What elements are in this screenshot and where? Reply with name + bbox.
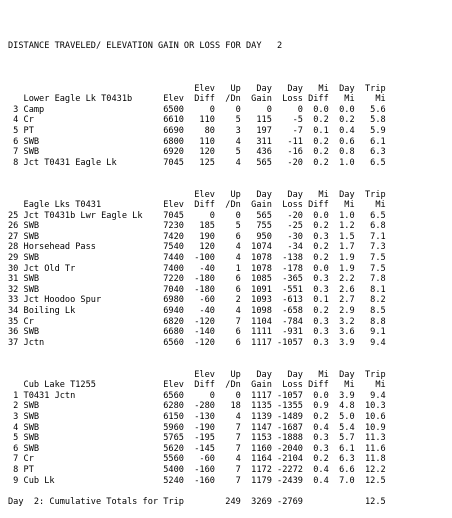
table-row: 2 SWB 6280 -280 18 1135 -1355 0.9 4.8 10.3 bbox=[8, 401, 386, 412]
column-header-top: Elev Up Day Day Mi Day Trip bbox=[8, 83, 386, 94]
table-row: 30 Jct Old Tr 7400 -40 1 1078 -178 0.0 1.9 7.5 bbox=[8, 263, 386, 274]
table-row: 4 SWB 5960 -190 7 1147 -1687 0.4 5.4 10.9 bbox=[8, 422, 386, 433]
table-row: 7 SWB 6920 120 5 436 -16 0.2 0.8 6.3 bbox=[8, 147, 386, 158]
blank-line bbox=[8, 179, 452, 190]
table-row: 3 Camp 6500 0 0 0 0 0.0 0.0 5.6 bbox=[8, 104, 386, 115]
section-header: Cub Lake T1255 Elev Diff /Dn Gain Loss Diff Mi Mi bbox=[8, 380, 386, 391]
table-row: 37 Jctn 6560 -120 6 1117 -1057 0.3 3.9 9.4 bbox=[8, 337, 386, 348]
table-row: 25 Jct T0431b Lwr Eagle Lk 7045 0 0 565 -20 0.0 1.0 6.5 bbox=[8, 210, 386, 221]
table-row: 34 Boiling Lk 6940 -40 4 1098 -658 0.2 2.9 8.5 bbox=[8, 306, 386, 317]
table-row: 1 T0431 Jctn 6560 0 0 1117 -1057 0.0 3.9 9.4 bbox=[8, 390, 386, 401]
table-row: 4 Cr 6610 110 5 115 -5 0.2 0.2 5.8 bbox=[8, 115, 386, 126]
table-row: 8 Jct T0431 Eagle Lk 7045 125 4 565 -20 0.2 1.0 6.5 bbox=[8, 157, 386, 168]
section-header: Eagle Lks T0431 Elev Diff /Dn Gain Loss Diff Mi Mi bbox=[8, 200, 386, 211]
totals-row: Day 2: Cumulative Totals for Trip 249 3269 -2769 12.5 bbox=[8, 496, 386, 507]
table-row: 7 Cr 5560 -60 4 1164 -2104 0.2 6.3 11.8 bbox=[8, 454, 386, 465]
table-row: 5 SWB 5765 -195 7 1153 -1888 0.3 5.7 11.3 bbox=[8, 433, 386, 444]
table-row: 28 Horsehead Pass 7540 120 4 1074 -34 0.2 1.7 7.3 bbox=[8, 242, 386, 253]
blank-line bbox=[8, 168, 452, 179]
report-title: DISTANCE TRAVELED/ ELEVATION GAIN OR LOSS FOR DAY 2 bbox=[8, 41, 283, 52]
table-row: 6 SWB 6800 110 4 311 -11 0.2 0.6 6.1 bbox=[8, 136, 386, 147]
table-row: 31 SWB 7220 -180 6 1085 -365 0.3 2.2 7.8 bbox=[8, 274, 386, 285]
table-row: 35 Cr 6820 -120 7 1104 -784 0.3 3.2 8.8 bbox=[8, 316, 386, 327]
table-row: 26 SWB 7230 185 5 755 -25 0.2 1.2 6.8 bbox=[8, 221, 386, 232]
blank-line bbox=[8, 348, 452, 359]
table-row: 3 SWB 6150 -130 4 1139 -1489 0.2 5.0 10.6 bbox=[8, 411, 386, 422]
table-row: 5 PT 6690 80 3 197 -7 0.1 0.4 5.9 bbox=[8, 125, 386, 136]
section-header: Lower Eagle Lk T0431b Elev Diff /Dn Gain Loss Diff Mi Mi bbox=[8, 94, 386, 105]
column-header-top: Elev Up Day Day Mi Day Trip bbox=[8, 189, 386, 200]
blank-line bbox=[8, 359, 452, 370]
table-row: 29 SWB 7440 -100 4 1078 -138 0.2 1.9 7.5 bbox=[8, 253, 386, 264]
table-row: 9 Cub Lk 5240 -160 7 1179 -2439 0.4 7.0 12.5 bbox=[8, 475, 386, 486]
column-header-top: Elev Up Day Day Mi Day Trip bbox=[8, 369, 386, 380]
table-row: 6 SWB 5620 -145 7 1160 -2040 0.3 6.1 11.6 bbox=[8, 443, 386, 454]
blank-line bbox=[8, 486, 452, 497]
table-row: 27 SWB 7420 190 6 950 -30 0.3 1.5 7.1 bbox=[8, 231, 386, 242]
table-row: 33 Jct Hoodoo Spur 6980 -60 2 1093 -613 0.1 2.7 8.2 bbox=[8, 295, 386, 306]
table-row: 8 PT 5400 -160 7 1172 -2272 0.4 6.6 12.2 bbox=[8, 464, 386, 475]
table-row: 36 SWB 6680 -140 6 1111 -931 0.3 3.6 9.1 bbox=[8, 327, 386, 338]
table-row: 32 SWB 7040 -180 6 1091 -551 0.3 2.6 8.1 bbox=[8, 284, 386, 295]
